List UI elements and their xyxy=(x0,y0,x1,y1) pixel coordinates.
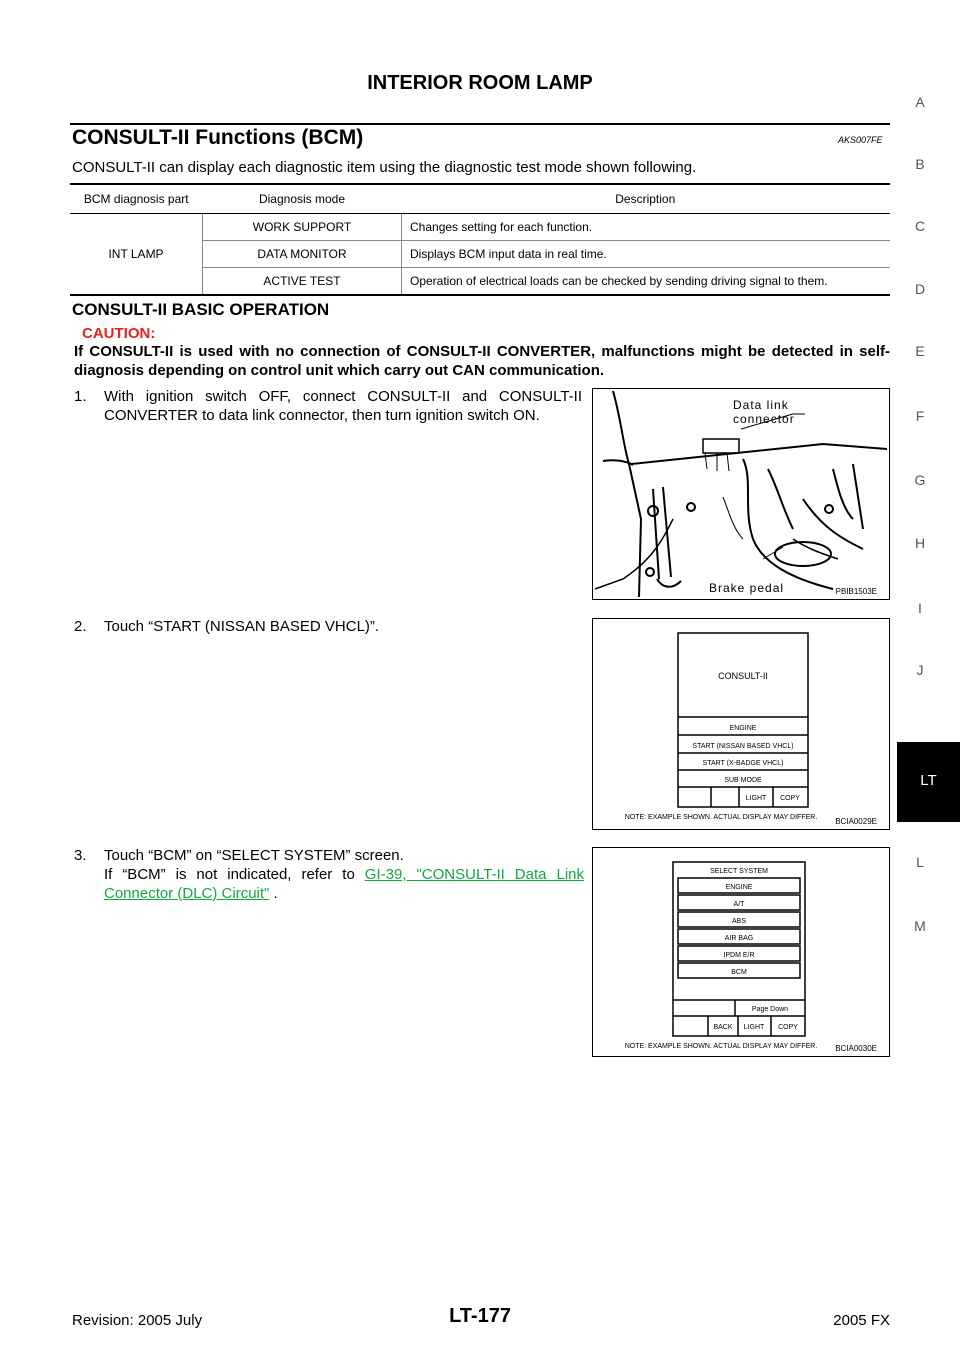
step-text: With ignition switch OFF, connect CONSULT-II and CONSULT-II CONVERTER to data link connector, then turn ignition switch ON. xyxy=(104,388,582,424)
footer-revision: Revision: 2005 July xyxy=(72,1312,203,1329)
intro-text: CONSULT-II can display each diagnostic item using the diagnostic test mode shown following. xyxy=(72,159,697,176)
figure-select-system xyxy=(592,847,890,1057)
side-index-i[interactable]: I xyxy=(918,600,922,616)
select-system-mockup xyxy=(593,848,889,1056)
side-index-l[interactable]: L xyxy=(916,854,924,870)
side-index-d[interactable]: D xyxy=(914,281,926,297)
side-index-c[interactable]: C xyxy=(914,218,926,234)
caution-text: If CONSULT-II is used with no connection of CONSULT-II CONVERTER, malfunctions might be detected in self-diagnosis depending on control unit which carry out CAN communication. xyxy=(74,343,890,379)
figure-data-link-connector xyxy=(592,388,890,600)
button-copy: COPY xyxy=(780,795,800,802)
fig3-title: SELECT SYSTEM xyxy=(710,868,768,875)
side-index-e[interactable]: E xyxy=(915,343,925,359)
button-light: LIGHT xyxy=(745,795,767,802)
button-light: LIGHT xyxy=(743,1024,765,1031)
system-item-ipdm: IPDM E/R xyxy=(723,952,755,959)
figure-consult-screen xyxy=(592,618,890,830)
side-index-lt-tab[interactable] xyxy=(897,742,960,822)
figure-code: BCIA0030E xyxy=(835,1044,877,1053)
system-item-at: A/T xyxy=(733,901,745,908)
side-index-a[interactable]: A xyxy=(915,94,925,110)
step-3 xyxy=(74,846,584,903)
fig2-title: CONSULT-II xyxy=(718,671,768,681)
fig1-label-1: Data link xyxy=(733,398,789,412)
header-rule xyxy=(70,123,890,125)
side-index-m[interactable]: M xyxy=(914,918,926,934)
cell-description: Operation of electrical loads can be checked by sending driving signal to them. xyxy=(402,268,891,296)
table-row xyxy=(70,214,890,241)
section-code: AKS007FE xyxy=(838,135,883,145)
cell-mode: ACTIVE TEST xyxy=(203,268,402,296)
step-number: 1. xyxy=(74,388,87,405)
side-index-f[interactable]: F xyxy=(915,408,925,424)
footer-page-number: LT-177 xyxy=(449,1305,511,1327)
cell-description: Displays BCM input data in real time. xyxy=(402,241,891,268)
side-index-b[interactable]: B xyxy=(915,156,925,172)
button-copy: COPY xyxy=(778,1024,798,1031)
footer-model: 2005 FX xyxy=(833,1312,890,1329)
page-down-button: Page Down xyxy=(751,1006,789,1013)
side-index-g[interactable]: G xyxy=(914,472,926,488)
menu-item-start-xbadge: START (X-BADGE VHCL) xyxy=(702,760,784,767)
figure-code: PBIB1503E xyxy=(835,587,877,596)
diagnosis-table xyxy=(70,183,890,296)
step-text: Touch “BCM” on “SELECT SYSTEM” screen. xyxy=(104,847,404,864)
menu-item-engine: ENGINE xyxy=(729,725,757,732)
col-header-mode: Diagnosis mode xyxy=(203,184,402,214)
system-item-airbag: AIR BAG xyxy=(724,935,754,942)
fig2-note: NOTE: EXAMPLE SHOWN. ACTUAL DISPLAY MAY DIFFER. xyxy=(624,814,818,821)
cell-mode: DATA MONITOR xyxy=(203,241,402,268)
consult-screen-mockup xyxy=(593,619,889,829)
menu-item-sub-mode: SUB MODE xyxy=(724,777,762,784)
button-back: BACK xyxy=(713,1024,733,1031)
section-title: CONSULT-II Functions (BCM) xyxy=(72,126,364,149)
fig3-note: NOTE: EXAMPLE SHOWN. ACTUAL DISPLAY MAY DIFFER. xyxy=(624,1043,818,1050)
cell-description: Changes setting for each function. xyxy=(402,214,891,241)
col-header-part: BCM diagnosis part xyxy=(70,184,203,214)
menu-item-start-nissan: START (NISSAN BASED VHCL) xyxy=(692,743,794,750)
step-text: Touch “START (NISSAN BASED VHCL)”. xyxy=(104,618,380,635)
system-item-abs: ABS xyxy=(731,918,747,925)
page-header: INTERIOR ROOM LAMP xyxy=(367,72,593,94)
figure-code: BCIA0029E xyxy=(835,817,877,826)
dlc-circuit-link[interactable]: GI-39, "CONSULT-II Data Link Connector (DLC) Circuit" xyxy=(104,866,584,902)
side-index-lt: LT xyxy=(920,772,937,789)
step-number: 2. xyxy=(74,618,87,635)
fig1-label-3: Brake pedal xyxy=(709,581,785,595)
step-text-2: If “BCM” is not indicated, refer to xyxy=(104,866,355,883)
subsection-title: CONSULT-II BASIC OPERATION xyxy=(72,300,330,319)
caution-title: CAUTION: xyxy=(82,325,156,342)
col-header-description: Description xyxy=(402,184,891,214)
side-index-j[interactable]: J xyxy=(916,662,924,678)
step-number: 3. xyxy=(74,847,87,864)
dashboard-illustration xyxy=(593,389,889,599)
fig1-label-2: connector xyxy=(733,412,795,426)
table-header-row xyxy=(70,184,890,214)
step-1 xyxy=(74,387,582,425)
side-index-h[interactable]: H xyxy=(914,535,926,551)
cell-mode: WORK SUPPORT xyxy=(203,214,402,241)
step-2 xyxy=(74,617,582,636)
step-text-after: . xyxy=(269,885,278,902)
system-item-bcm: BCM xyxy=(731,969,747,976)
system-item-engine: ENGINE xyxy=(725,884,753,891)
cell-part: INT LAMP xyxy=(70,214,203,296)
